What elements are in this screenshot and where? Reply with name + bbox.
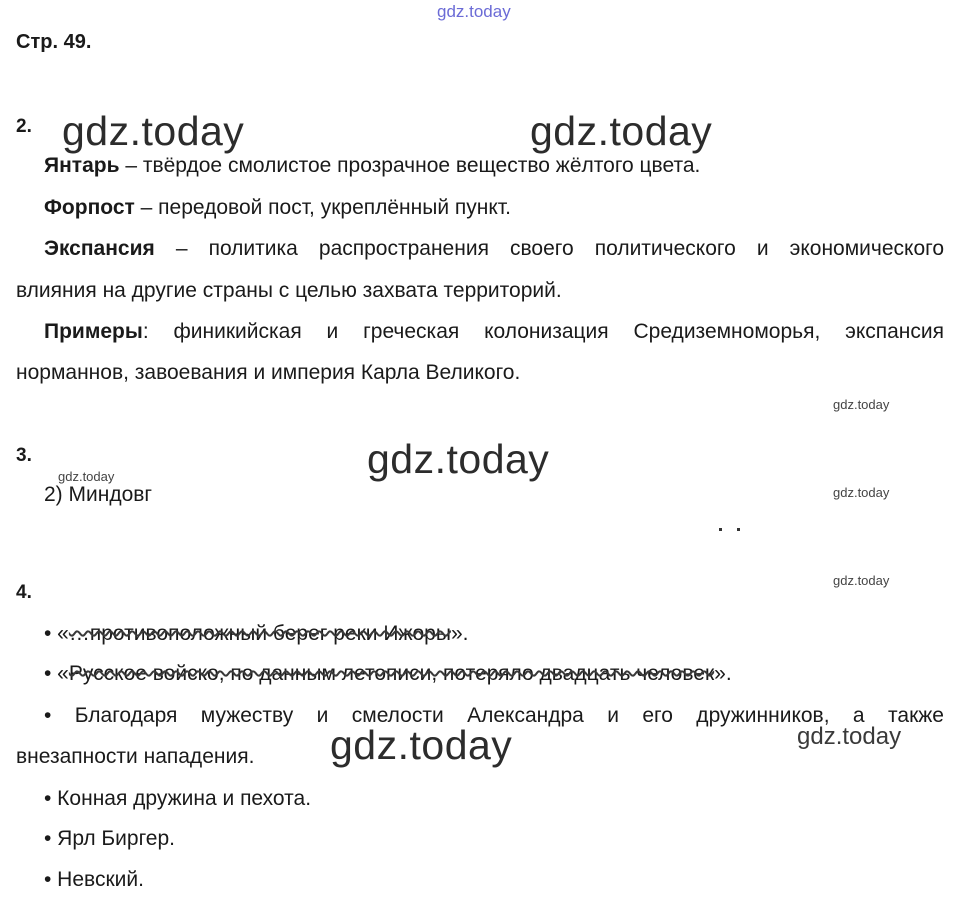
watermark: gdz.today xyxy=(330,722,513,768)
bullet-quote-open: • « xyxy=(44,662,69,685)
examples-line2: норманнов, завоевания и империя Карла Великого. xyxy=(16,361,521,384)
term-forpost: Форпост xyxy=(44,196,135,219)
top-watermark: gdz.today xyxy=(437,2,511,21)
scan-dot xyxy=(737,528,740,531)
answer-item-4: • Конная дружина и пехота. xyxy=(44,787,312,810)
answer-item-1 xyxy=(44,620,468,648)
watermark: gdz.today xyxy=(58,469,115,484)
term-expansion: Экспансия xyxy=(44,237,155,260)
scan-dot xyxy=(719,528,722,531)
watermark: gdz.today xyxy=(833,485,890,500)
watermark: gdz.today xyxy=(367,436,550,482)
watermark: gdz.today xyxy=(833,397,890,412)
answer-item-3-line2: внезапности нападения. xyxy=(16,745,255,768)
struck-quote-text: Русское войско, по данным летописи, потеряло двадцать человек xyxy=(68,662,715,685)
struck-quote-text: …противоположный берег реки Ижоры xyxy=(68,622,451,645)
term-amber: Янтарь xyxy=(44,154,120,177)
definition-expansion-line1 xyxy=(16,235,944,263)
definition-separator: – xyxy=(134,196,159,219)
definition-forpost-text: передовой пост, укреплённый пункт. xyxy=(158,196,511,219)
definition-expansion-text: политика распространения своего политического и экономического xyxy=(208,237,944,260)
definition-separator: – xyxy=(154,237,209,260)
section-4-number: 4. xyxy=(16,582,32,603)
answer-item-5: • Ярл Биргер. xyxy=(44,827,175,850)
watermark: gdz.today xyxy=(62,108,245,154)
definition-amber xyxy=(44,152,700,180)
answer-item-3-line1: • Благодаря мужеству и смелости Александра и его дружинников, а также xyxy=(44,704,944,727)
definition-forpost xyxy=(44,194,511,222)
section-2-number: 2. xyxy=(16,116,32,137)
examples-line1 xyxy=(16,318,944,346)
definition-separator: – xyxy=(119,154,143,177)
definition-expansion-line2: влияния на другие страны с целью захвата территорий. xyxy=(16,279,562,302)
watermark: gdz.today xyxy=(833,573,890,588)
term-examples: Примеры xyxy=(44,320,143,343)
watermark: gdz.today xyxy=(530,108,713,154)
answer-item-6: • Невский. xyxy=(44,868,144,891)
page-title: Стр. 49. xyxy=(16,31,92,53)
section-3-number: 3. xyxy=(16,445,32,466)
quote-close: ». xyxy=(450,622,469,645)
section-3-answer: 2) Миндовг xyxy=(44,483,153,506)
watermark: gdz.today xyxy=(797,723,902,750)
examples-text: финикийская и греческая колонизация Средиземноморья, экспансия xyxy=(173,320,945,343)
definition-amber-text: твёрдое смолистое прозрачное вещество жёлтого цвета. xyxy=(142,154,701,177)
definition-separator: : xyxy=(142,320,174,343)
bullet-quote-open: • « xyxy=(44,622,69,645)
quote-close: ». xyxy=(714,662,732,685)
answer-item-2 xyxy=(44,660,732,688)
